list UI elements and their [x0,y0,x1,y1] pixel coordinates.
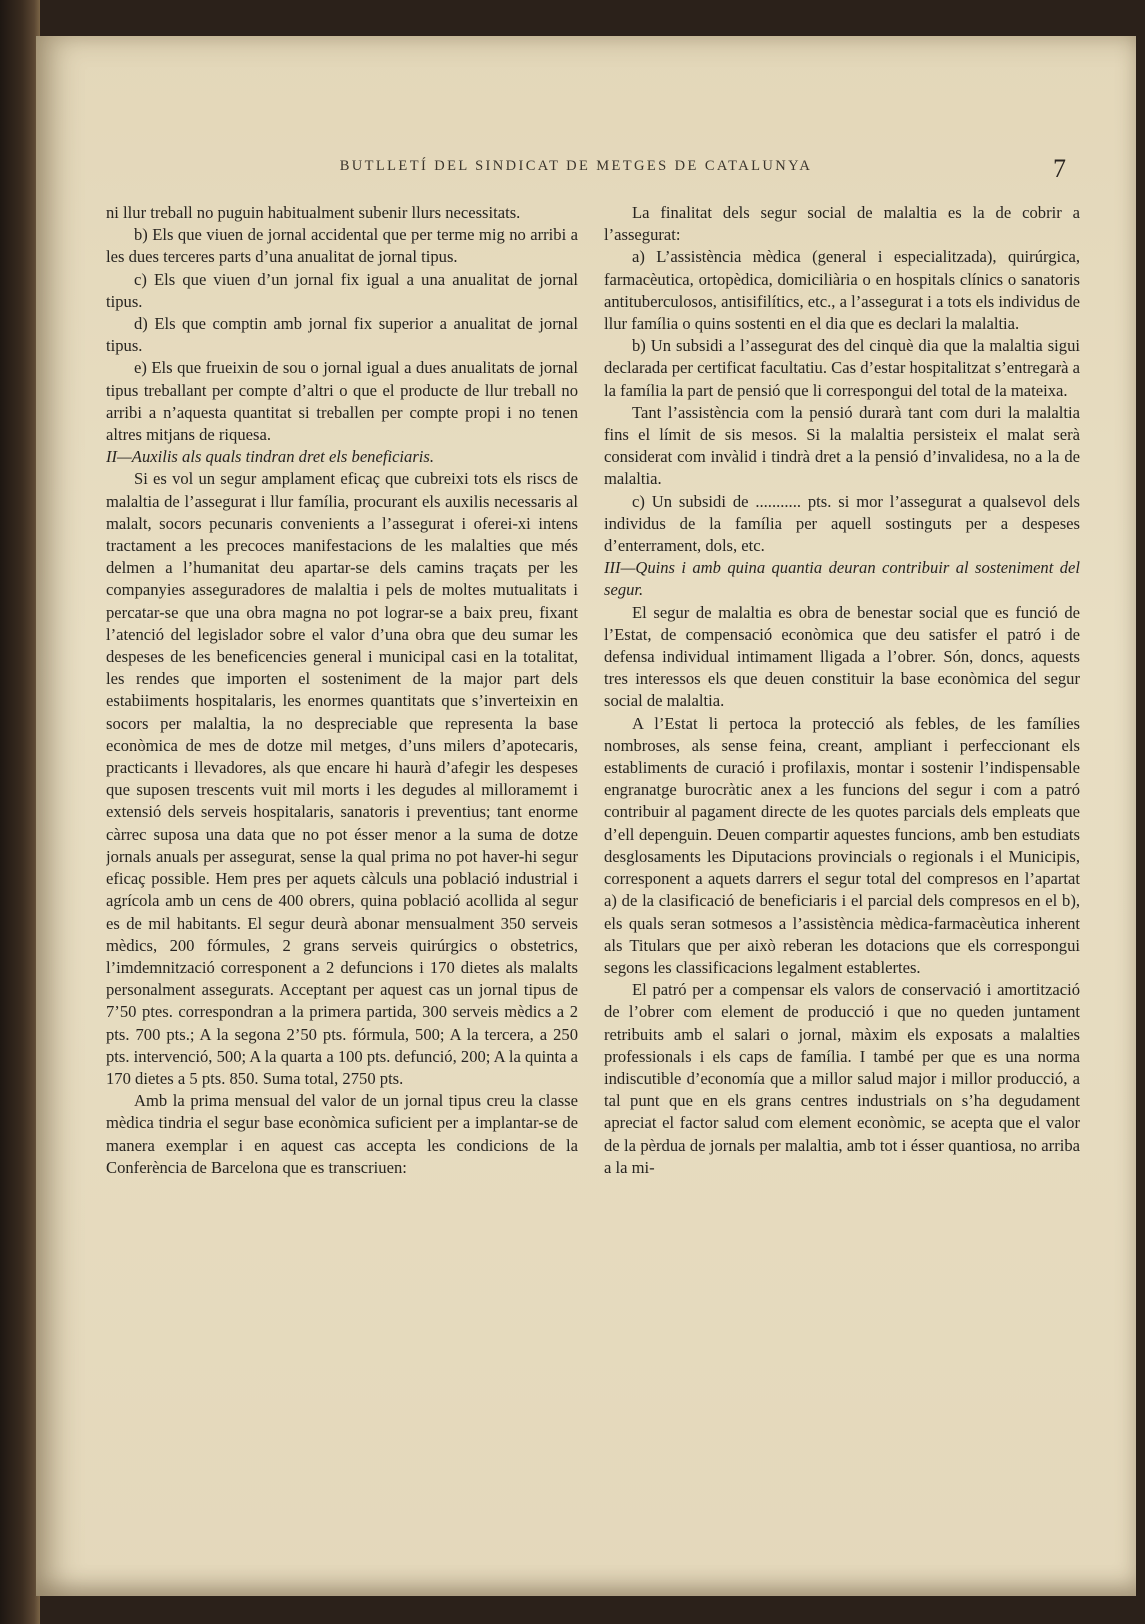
running-title: BUTLLETÍ DEL SINDICAT DE METGES DE CATALUNYA [339,158,813,174]
paragraph: El patró per a compensar els valors de conservació i amortització de l’obrer com element de producció i que no queden juntament retribuits amb el salari o jornal, màxim els exposats a malalties professionals i els caps de família. I també per que es una norma indiscutible d’economía que a millor salud major i millor producció, a tal punt que en els grans centres industrials on s’ha degudament apreciat el factor salud com element econòmic, se acepta que el valor de la pèrdua de jornals per malaltia, amb tot i ésser quantiosa, no arriba a la mi- [604,980,1080,1177]
book-binding [0,0,40,1624]
paragraph: Si es vol un segur amplament eficaç que cubreixi tots els riscs de malaltia de l’assegurat i llur família, procurant els auxilis necessaris al malalt, socors pecunaris convenients a l’assegurat i oferei-xi intens tractament a les precoces manifestacions de les malalties que més delmen a l’humanitat deu apartar-se dels camins traçats per les companyies asseguradores de malaltia i pels de moltes mutualitats i percatar-se que una obra magna no pot lograr-se a baix preu, fixant l’atenció del legislador sobre el valor d’una obra que deu sumar les despeses de les beneficencies general i municipal casi en la totalitat, les rendes que importen el sosteniment de la major part dels estabiiments hospitalaris, les enormes quantitats que s’inverteixin en socors per malaltia, la no despreciable que representa la base econòmica de mes de dotze mil metges, d’uns milers d’apotecaris, practicants i llevadores, als que encare hi haurà d’afegir les despeses que suposen trescents vuit mil morts i les degudes al milloramemt i extensió dels serveis hospitalaris, sanatoris i preventius; tant enorme càrrec suposa una data que no pot ésser menor a la suma de dotze jornals anuals per assegurat, sense la qual prima no pot haver-hi segur eficaç possible. Hem pres per aquets càlculs una població industrial i agrícola amb un cens de 400 obrers, quina població acollida al segur es de mil habitants. El segur deurà abonar mensualment 350 serveis mèdics, 200 fórmules, 2 grans serveis quirúrgics o obstetrics, l’imdemnització corresponent a 2 defuncions i 170 dietes als malalts personalment assegurats. Acceptant per aquest cas un jornal tipus de 7’50 ptes. correspondran a la primera partida, 300 serveis mèdics a 2 pts. 700 pts.; A la segona 2’50 pts. fórmula, 500; A la tercera, a 250 pts. intervenció, 500; A la quarta a 100 pts. defunció, 200; A la quinta a 170 dietes a 5 pts. 850. Suma total, 2750 pts. [106,469,578,1088]
paragraph: b) Un subsidi a l’assegurat des del cinquè dia que la malaltia sigui declarada per certificat facultatiu. Cas d’estar hospitalitzat s’entregarà a la família la part de pensió que li correspongui del total de la mateixa. [604,336,1080,400]
paragraph: El segur de malaltia es obra de benestar social que es funció de l’Estat, de compensació econòmica que deu satisfer el patró i de defensa individual intimament lligada a l’obrer. Són, doncs, aquests tres interessos els que deuen constituir la base econòmica del segur social de malaltia. [604,602,1080,711]
right-column [604,202,1080,1562]
paragraph: Amb la prima mensual del valor de un jornal tipus creu la classe mèdica tindria el segur base econòmica suficient per a implantar-se de manera exemplar i en aquest cas accepta les condicions de la Conferència de Barcelona que es transcriuen: [106,1091,578,1177]
left-column [106,202,578,1562]
page-header [36,154,1136,184]
paragraph: e) Els que frueixin de sou o jornal igual a dues anualitats de jornal tipus treballant per compte d’altri o que el producte de llur treball no arribi a n’aquesta quantitat si treballen per compte propi i no tenen altres mitjans de riquesa. [106,358,578,445]
paragraph: La finalitat dels segur social de malaltia es la de cobrir a l’assegurat: [604,203,1080,245]
paragraph: d) Els que comptin amb jornal fix superior a anualitat de jornal tipus. [106,314,578,356]
paragraph: c) Un subsidi de ........... pts. si mor l’assegurat a qualsevol dels individus de la família per aquell sostinguts per a despeses d’enterrament, dols, etc. [604,491,1080,556]
paragraph: ni llur treball no puguin habitualment subenir llurs necessitats. [106,203,521,222]
document-page [36,36,1136,1596]
paragraph: b) Els que viuen de jornal accidental que per terme mig no arribi a les dues terceres parts d’una anualitat de jornal tipus. [106,225,578,267]
paragraph: Tant l’assistència com la pensió durarà tant com duri la malaltia fins el límit de sis mesos. Si la malaltia persisteix el malat serà considerat com invàlid i tindrà dret a la pensió d’invalidesa, no a la de malaltia. [604,402,1080,489]
paragraph: A l’Estat li pertoca la protecció als febles, de les famílies nombroses, als sense feina, creant, ampliant i perfeccionant els establiments de curació i profilaxis, montar i sostenir l’indispensable engranatge burocràtic anex a les funcions del segur i com a patró contribuir al pagament directe de les quotes parcials dels empleats que d’ell depenguin. Deuen compartir aquestes funcions, amb ben estudiats desglosaments les Diputacions provincials o regionals i el Municipis, corresponent a aquets darrers el segur total del compresos en l’apartat a) de la clasificació de beneficiaris i el parcial dels compresos en el b), els quals seran sotmesos a l’assistència mèdica-farmacèutica inherent als Titulars que per això reberan les dotacions que els correspongui segons les classificacions legalment establertes. [604,713,1080,977]
paragraph: a) L’assistència mèdica (general i especialitzada), quirúrgica, farmacèutica, ortopèdica, domiciliària o en hospitals clínics o sanatoris antituberculosos, antisifilítics, etc., a l’assegurat i a tots els individus de llur família o quins sostenti en el dia que es declari la malaltia. [604,247,1080,334]
section-heading: II—Auxilis als quals tindran dret els beneficiaris. [106,447,435,467]
paragraph: c) Els que viuen d’un jornal fix igual a una anualitat de jornal tipus. [106,269,578,311]
page-number: 7 [1053,154,1066,183]
section-heading: III—Quins i amb quina quantia deuran contribuir al sosteniment del segur. [604,558,1080,600]
